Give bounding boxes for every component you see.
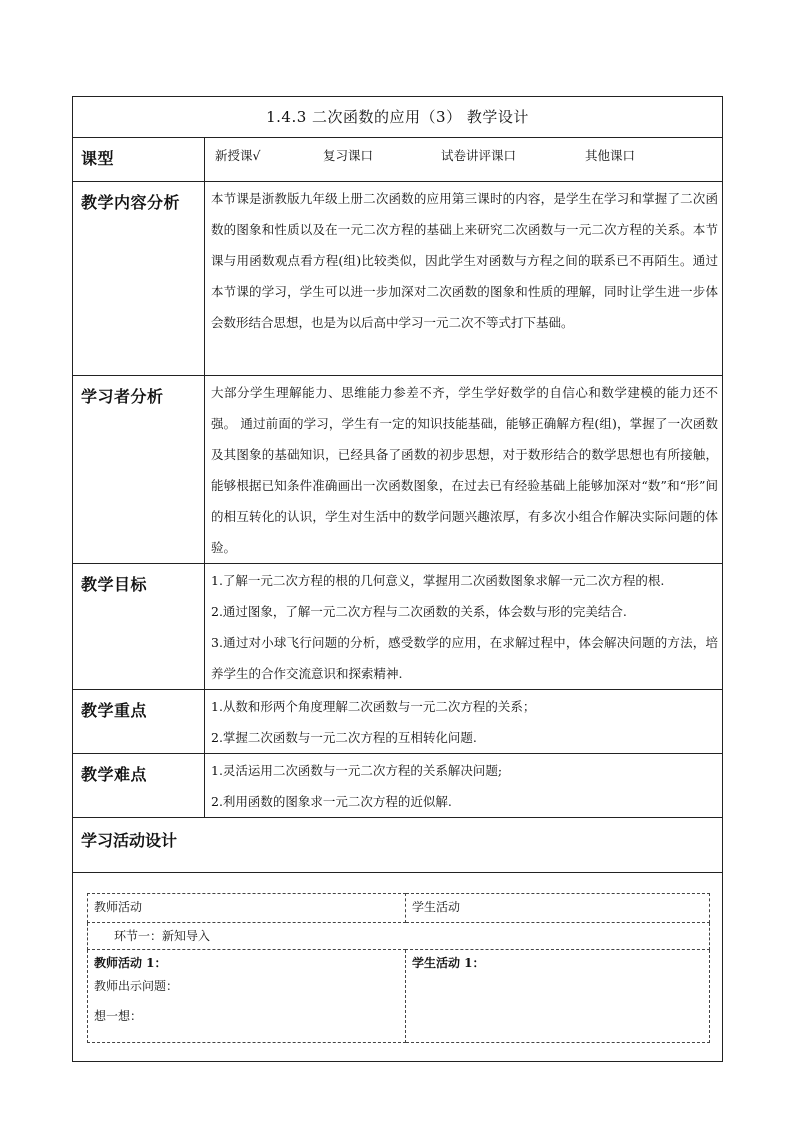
course-type-label: 课型 [73, 138, 205, 182]
teacher-activity-header: 教师活动 [88, 894, 406, 923]
course-type-options [205, 138, 723, 182]
course-type-exam-review: 试卷讲评课口 [441, 148, 517, 163]
lesson-plan [72, 96, 722, 1062]
objective-item: 3.通过对小球飞行问题的分析，感受数学的应用，在求解过程中，体会解决问题的方法，培养学生的合作交流意识和探索精神. [211, 635, 718, 681]
course-type-other: 其他课口 [585, 148, 636, 163]
content-analysis-text: 本节课是浙教版九年级上册二次函数的应用第三课时的内容，是学生在学习和掌握了二次函数的图象和性质以及在一元二次方程的基础上来研究二次函数与一元二次方程的关系。本节课与用函数观点看方程(组)比较类似，因此学生对函数与方程之间的联系已不再陌生。通过本节课的学习，学生可以进一步加深对二次函数的图象和性质的理解，同时让学生进一步体会数形结合思想，也是为以后高中学习一元二次不等式打下基础。 [205, 182, 723, 376]
course-type-review: 复习课口 [323, 148, 374, 163]
learner-analysis-label: 学习者分析 [73, 376, 205, 564]
activity-design-heading: 学习活动设计 [73, 818, 723, 873]
teacher-activity-line: 教师出示问题： [94, 979, 179, 993]
difficulties-label: 教学难点 [73, 754, 205, 818]
teacher-activity-title: 教师活动 1： [94, 956, 167, 970]
teacher-activity-cell [88, 950, 406, 1043]
course-type-new: 新授课√ [215, 148, 261, 163]
key-points-label: 教学重点 [73, 690, 205, 754]
stage-title: 环节一：新知导入 [88, 923, 710, 950]
student-activity-header: 学生活动 [406, 894, 710, 923]
key-points-list [205, 690, 723, 754]
difficulty-item: 1.灵活运用二次函数与一元二次方程的关系解决问题; [211, 763, 503, 778]
key-point-item: 2.掌握二次函数与一元二次方程的互相转化问题. [211, 730, 477, 745]
lesson-plan-table [72, 96, 723, 1062]
objectives-label: 教学目标 [73, 564, 205, 690]
document-title: 1.4.3 二次函数的应用（3） 教学设计 [73, 97, 723, 138]
difficulties-list [205, 754, 723, 818]
key-point-item: 1.从数和形两个角度理解二次函数与一元二次方程的关系； [211, 699, 536, 714]
difficulty-item: 2.利用函数的图象求一元二次方程的近似解. [211, 794, 452, 809]
student-activity-title: 学生活动 1： [412, 956, 485, 970]
student-activity-cell [406, 950, 710, 1043]
activity-table [87, 893, 710, 1043]
content-analysis-label: 教学内容分析 [73, 182, 205, 376]
objective-item: 1.了解一元二次方程的根的几何意义，掌握用二次函数图象求解一元二次方程的根. [211, 573, 665, 588]
teacher-activity-line: 想一想： [94, 1009, 143, 1023]
learner-analysis-text: 大部分学生理解能力、思维能力参差不齐，学生学好数学的自信心和数学建模的能力还不强。 通过前面的学习，学生有一定的知识技能基础，能够正确解方程(组)，掌握了一次函数及其图象的基础知识，已经具备了函数的初步思想，对于数形结合的数学思想也有所接触，能够根据已知条件准确画出一次函数图象，在过去已有经验基础上能够加深对“数”和“形”间的相互转化的认识，学生对生活中的数学问题兴趣浓厚，有多次小组合作解决实际问题的体验。 [205, 376, 723, 564]
objectives-list [205, 564, 723, 690]
objective-item: 2.通过图象，了解一元二次方程与二次函数的关系，体会数与形的完美结合. [211, 604, 627, 619]
activity-design-body [73, 873, 723, 1062]
